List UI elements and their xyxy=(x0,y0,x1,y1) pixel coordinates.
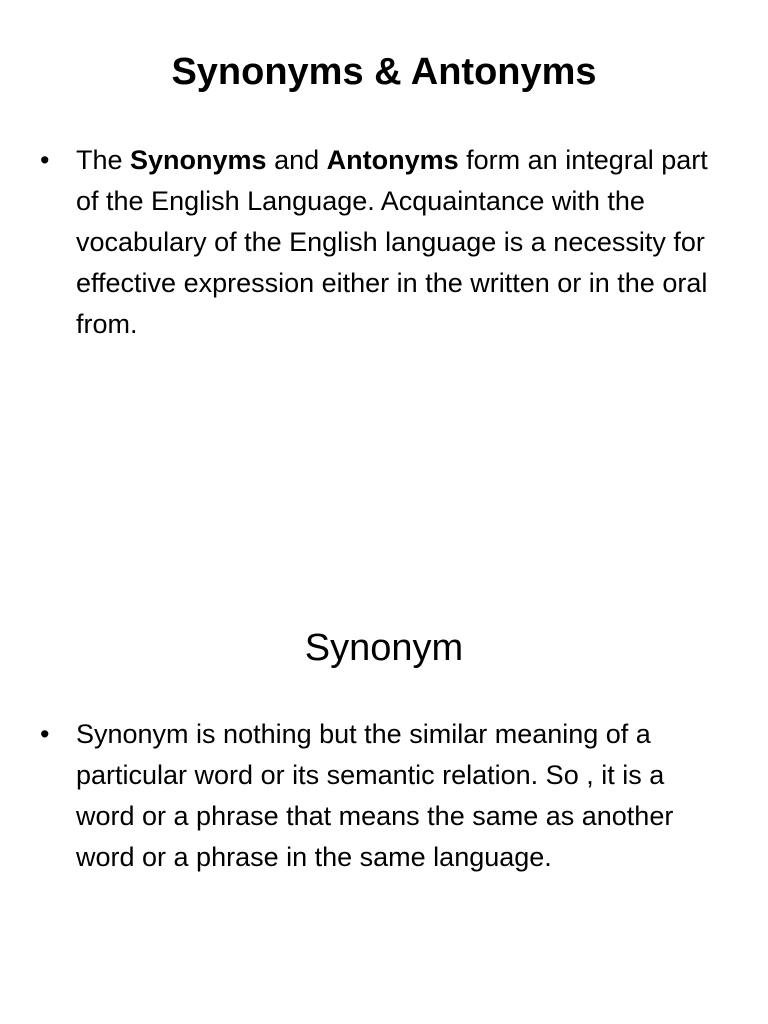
bullet-item xyxy=(40,714,730,878)
slide-synonym xyxy=(0,512,768,1024)
text-run: form an integral part of the English Language. Acquaintance with the vocabulary of the English language is a necessity for effective expression either in the written or in the oral from. xyxy=(76,145,708,339)
bold-term-antonyms: Antonyms xyxy=(326,145,459,175)
bullet-list xyxy=(40,714,730,878)
bullet-marker: • xyxy=(40,145,50,175)
slide-title: Synonym xyxy=(304,627,464,669)
bullet-text xyxy=(76,140,730,345)
text-run: and xyxy=(266,145,327,175)
bullet-item xyxy=(40,140,730,345)
bold-term-synonyms: Synonyms xyxy=(130,145,267,175)
bullet-marker: • xyxy=(40,719,50,749)
bullet-text: Synonym is nothing but the similar meaning of a particular word or its semantic relation. So , it is a word or a phrase that means the same as another word or a phrase in the same language. xyxy=(76,719,674,872)
bullet-list xyxy=(40,140,730,345)
text-run: The xyxy=(76,145,131,175)
slide-title: Synonyms & Antonyms xyxy=(171,51,597,93)
